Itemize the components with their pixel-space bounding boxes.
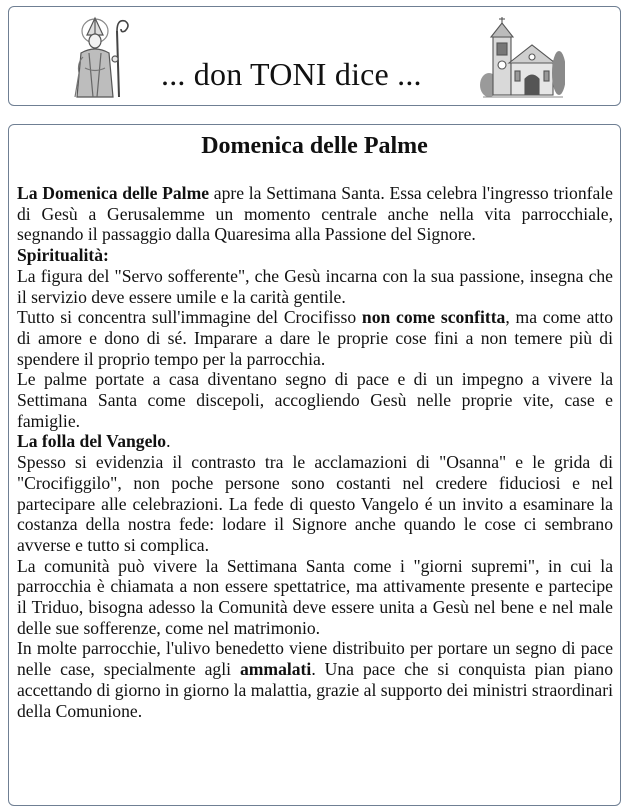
paragraph-intro: La Domenica delle Palme apre la Settimana Santa. Essa celebra l'ingresso trionfale di Gesù a Gerusalemme un momento centrale anche nella vita parrocchiale, segnando il passaggio dalla Quaresima alla Passione del Signore. xyxy=(17,183,613,245)
paragraph-crocifisso: Tutto si concentra sull'immagine del Crocifisso non come sconfitta, ma come atto di amore e dono di sé. Imparare a dare le proprie cose fini a non temere più di spendere il proprio tempo per la parrocchia. xyxy=(17,307,613,369)
article-box xyxy=(8,124,621,806)
paragraph-palme: Le palme portate a casa diventano segno di pace e di un impegno a vivere la Settimana Santa come discepoli, accogliendo Gesù nelle proprie vite, case e famiglie. xyxy=(17,369,613,431)
header-title: ... don TONI dice ... xyxy=(161,56,422,92)
bold-phrase: La Domenica delle Palme xyxy=(17,183,210,203)
article-body xyxy=(17,183,613,721)
bold-phrase: ammalati xyxy=(239,659,312,680)
heading-spiritualita: Spiritualità: xyxy=(17,245,109,266)
bold-phrase: non come sconfitta xyxy=(361,307,506,328)
heading-folla-vangelo: La folla del Vangelo. xyxy=(17,431,171,452)
paragraph-ulivo: In molte parrocchie, l'ulivo benedetto viene distribuito per portare un segno di pace nelle case, specialmente agli ammalati. Una pace che si conquista pian piano accettando di giorno in giorno la malattia, grazie al supporto dei ministri straordinari della Comunione. xyxy=(17,638,613,721)
paragraph-servo-sofferente: La figura del "Servo sofferente", che Gesù incarna con la sua passione, insegna che il servizio deve essere umile e la carità gentile. xyxy=(17,265,613,307)
bishop-saint-icon xyxy=(57,13,143,99)
article-title: Domenica delle Palme xyxy=(201,133,428,159)
church-icon xyxy=(479,13,565,101)
paragraph-comunita: La comunità può vivere la Settimana Santa come i "giorni supremi", in cui la parrocchia è chiamata a non essere spettatrice, ma attivamente presente e partecipe il Triduo, bisogna adesso la Comunità deve essere unita a Gesù nel bene e nel male delle sue sofferenze, come nel matrimonio. xyxy=(17,555,613,638)
paragraph-osanna: Spesso si evidenzia il contrasto tra le acclamazioni di "Osanna" e le grida di "Crocifiggilo", non poche persone sono costanti nel credere fiduciosi e nel partecipare alle celebrazioni. La fede di questo Vangelo é un invito a esaminare la costanza della nostra fede: lodare il Signore anche quando le cose ci sembrano avverse e tutto si complica. xyxy=(17,452,613,555)
header-banner xyxy=(8,6,621,106)
